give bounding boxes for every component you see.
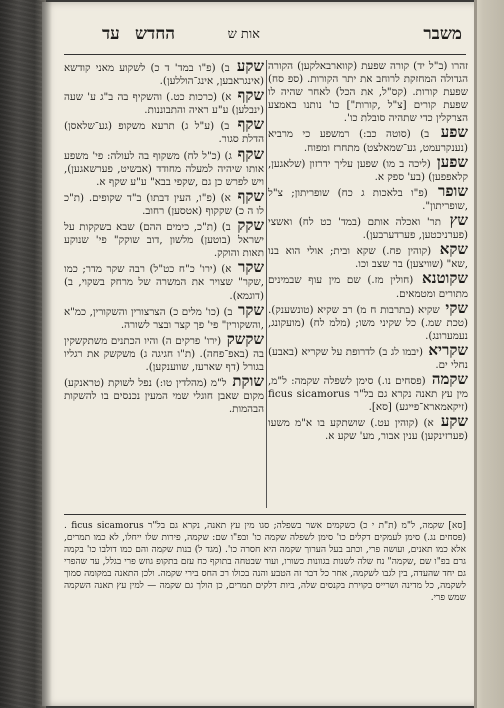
dictionary-entry <box>64 258 264 302</box>
entry-headword: שקף <box>231 86 264 105</box>
entry-headword: שפע <box>429 123 468 142</box>
entry-text: ב) (פ"ו במד' ד כ) לשקוע מאני קודשא (אינגראבען, אינג־הוללען). <box>64 62 264 88</box>
header-rule <box>64 54 466 55</box>
entry-headword: שקף <box>230 186 264 205</box>
dictionary-entry <box>268 60 468 125</box>
page-fold <box>474 0 477 708</box>
dictionary-entry <box>268 123 468 154</box>
running-head-left: החדש <box>135 24 176 44</box>
entry-headword: שקע <box>433 412 468 431</box>
book-page <box>42 2 474 706</box>
dictionary-entry <box>64 115 264 146</box>
entry-headword: שקמה <box>425 370 468 389</box>
dictionary-entry <box>268 298 468 343</box>
entry-text: (קוהין פח.) שקא ובית; אולי הוא בנו ,שא" (שוויצען) בר שצב וכו. <box>268 245 468 271</box>
entry-headword: שקי <box>439 298 468 317</box>
running-head-left-2: עד <box>102 24 120 44</box>
dictionary-entry <box>64 186 264 218</box>
entry-headword: שקר <box>231 258 264 277</box>
dictionary-entry <box>268 340 468 372</box>
running-head-right: משבר <box>423 24 462 44</box>
entry-headword: שוקת <box>226 372 264 391</box>
entry-text: זהרו (ב"ל יד) קורה שפעת (קווארבאלקען) הקורה הגדולה המחזקת לרוחב את יתר הקורות. (ספ סח) שפעת קורות. (קס"ל, את הכל) לאחר שהיה לו שפעת קורים [צ"ל ,קורות"] כו' נותנו באמצע הצרקלין כדי שתהיה סובלת כו'. <box>268 60 468 125</box>
entry-headword: שקק <box>230 216 264 235</box>
entry-text: תר' ואכלה אותם (במד' כט לח) ואשצי (פערניכטען, פערדערבען). <box>268 216 468 242</box>
entry-headword: שקשק <box>221 329 264 348</box>
footnote-rule <box>64 514 466 515</box>
entry-headword: שקא <box>431 240 468 259</box>
entry-text: שקיא (בתרבות ח מ) רב שקיא (טונשענק). (טכת שמ.) כל שקיני משו; (מלמ לח) (מועקונג, נעמערונג). <box>268 303 468 342</box>
dictionary-entry <box>64 329 264 374</box>
dictionary-entry <box>268 152 468 184</box>
dictionary-entry <box>268 181 468 213</box>
book-binding <box>0 0 46 708</box>
entry-text: ב) (ת"כ, כימים ההם) שבא בשקקות על ישראל (בוטען) מלשון ,דוב שוקק" פי' שנוקע תאות והוקק. <box>64 221 264 260</box>
footnote: [סא] שקמה, ל"מ (ת"ת י כ) כשקמים אשר בשפלה; סגו מין עץ תאנה, נקרא גם בל"ר ficus sicamorus . (פסחים נג.) סימן לעמקים דקלים כו' סימן לשפלה שקמה כו' ובפ"ו שם: שקמה, פירות שלו ייחלו, לא כמו תמרים, אלא כמו תאנים, ועושה פרי, וכתב בעל הערוך שקמה היא חסרה כו'. (מגד ל) בנות שקמה והם כמו דולבו כו' בקמה גרם בפ"ו שם ,שקמה" נח שלה לשנות בגוונות כשורו, ועוד שבטחה בתוקף כח עזם בתקופ גוזש פרי בגלל, עד שהפרי גם יחד שהעדה, בין לגבו לשקמה, אחר כל דבר זה הטבע והנה בכולו רכ החס בירי שקמה. ולכן התאנה במקומה סמוך לשקמה, כל מדינה ושרייס בקוירת בקנסים שלה, ביות דלקים תמרים, כן הולך גם שקמה — למין עץ תאנה השקמה שמש פרי. <box>64 521 466 603</box>
right-column <box>268 60 468 510</box>
entry-text: א) (ירו' כ"ח כט"ל) רבה שקר מדר; כמו ,שקר" שצויר את המשרה של מרחק בשקוי, ב) (דוגמא). <box>64 263 264 302</box>
running-head-letter: אות ש <box>227 27 260 42</box>
dictionary-entry <box>268 412 468 443</box>
entry-headword: שקוטנא <box>413 269 468 288</box>
dictionary-entry <box>64 300 264 332</box>
dictionary-entry <box>268 370 468 414</box>
entry-headword: שופר <box>427 181 468 200</box>
gutter-shadow <box>42 2 52 706</box>
page-header <box>60 24 470 50</box>
entry-text: (חולין מז.) שם מין עוף שבמינים מתורים ומטמאים. <box>268 274 468 300</box>
entry-text: ב) (כו' מלים כ) הצרצורין והשקורין, כמ"א ,והשקורין" פי' פך קצר ובצר לשורה. <box>64 305 264 331</box>
entry-headword: שקר <box>232 300 264 319</box>
dictionary-entry <box>64 216 264 260</box>
entry-headword: שקע <box>229 60 264 75</box>
entry-text: (ירו' פרקים ה) והיו הכתנים משתקשקין בה (באפ־פחה). (ת"ו חגיגה ג) משקשק את רגליו בגורל (דף שארעז, שווענקען). <box>64 334 264 373</box>
dictionary-entry <box>268 211 468 242</box>
entry-text: (ליכה ב מו) שפען עליך ידרזון (שלאגען, קלאפפען) (בע' ספק א. <box>268 157 468 183</box>
entry-text: ב) (ע"ל ג) תרעא משקופ (גע־שלאסן) הדלת סגור. <box>64 120 264 146</box>
column-divider <box>266 60 267 508</box>
entry-text: ב) (סוטה כב:) רמשפע כי מרביא (נענקרעמט, גע־שמאלצט) מתחרז ומפוח. <box>268 128 468 154</box>
entry-headword: שקריא <box>422 340 468 359</box>
dictionary-entry <box>268 269 468 300</box>
dictionary-entry <box>268 240 468 271</box>
entry-text: (פסחים נו.) סימן לשפלה שקמה: ל"מ, מין עץ תאנה נקרא גם בל"ר ficus sicamorus (זיקאמארא־פייגע) [סא]. <box>268 375 468 414</box>
dictionary-entry <box>64 60 264 88</box>
page-edge <box>474 0 504 708</box>
entry-text: (יבמו לג ב) לדרופת על שקריא (באבע) נחלי ים. <box>268 345 468 371</box>
entry-text: א) (כרכות כט.) והשקיף בה ב"ג ע' שעה (ינבלען) ע"ע ראיה והתבוננות. <box>64 91 264 117</box>
dictionary-entry <box>64 86 264 117</box>
entry-headword: שץ <box>441 211 468 230</box>
entry-headword: שקף <box>231 144 264 163</box>
dictionary-entry <box>64 372 264 416</box>
entry-text: א) (פ"ו, העין דבתו) ב"ד שקופים. (ת"כ לו ה כ) שקקוף (אטסען) רחוב. <box>64 191 264 217</box>
entry-text: ג) (כ"ל לח) משקוף בה לעולה: פי' משפע אותו שיהיה למעלה מחודד (אבשיט, פערשאגען), ויש לפרש כן גם ,שקפי בבא" ע"ע שקף א. <box>64 149 264 188</box>
entry-text: (פ"ו בלאכות ג כח) שופריתון; צ"ל ,שופריתון". <box>268 186 468 212</box>
entry-text: ל"מ (מהלדין טו:) נפל לשוקת (טראנקע) מקום שאבן חוגלי שמי המעין נכנסים בו להשקות הבהמות. <box>64 377 264 416</box>
entry-headword: שפען <box>430 152 468 171</box>
left-column <box>64 60 264 510</box>
entry-headword: שקף <box>229 115 264 134</box>
dictionary-entry <box>64 144 264 189</box>
entry-text: א) (קוהין עט.) שושתקע בו א"מ משעו (פערזינקען) ענין אבור, מע' שקע א. <box>268 417 468 443</box>
